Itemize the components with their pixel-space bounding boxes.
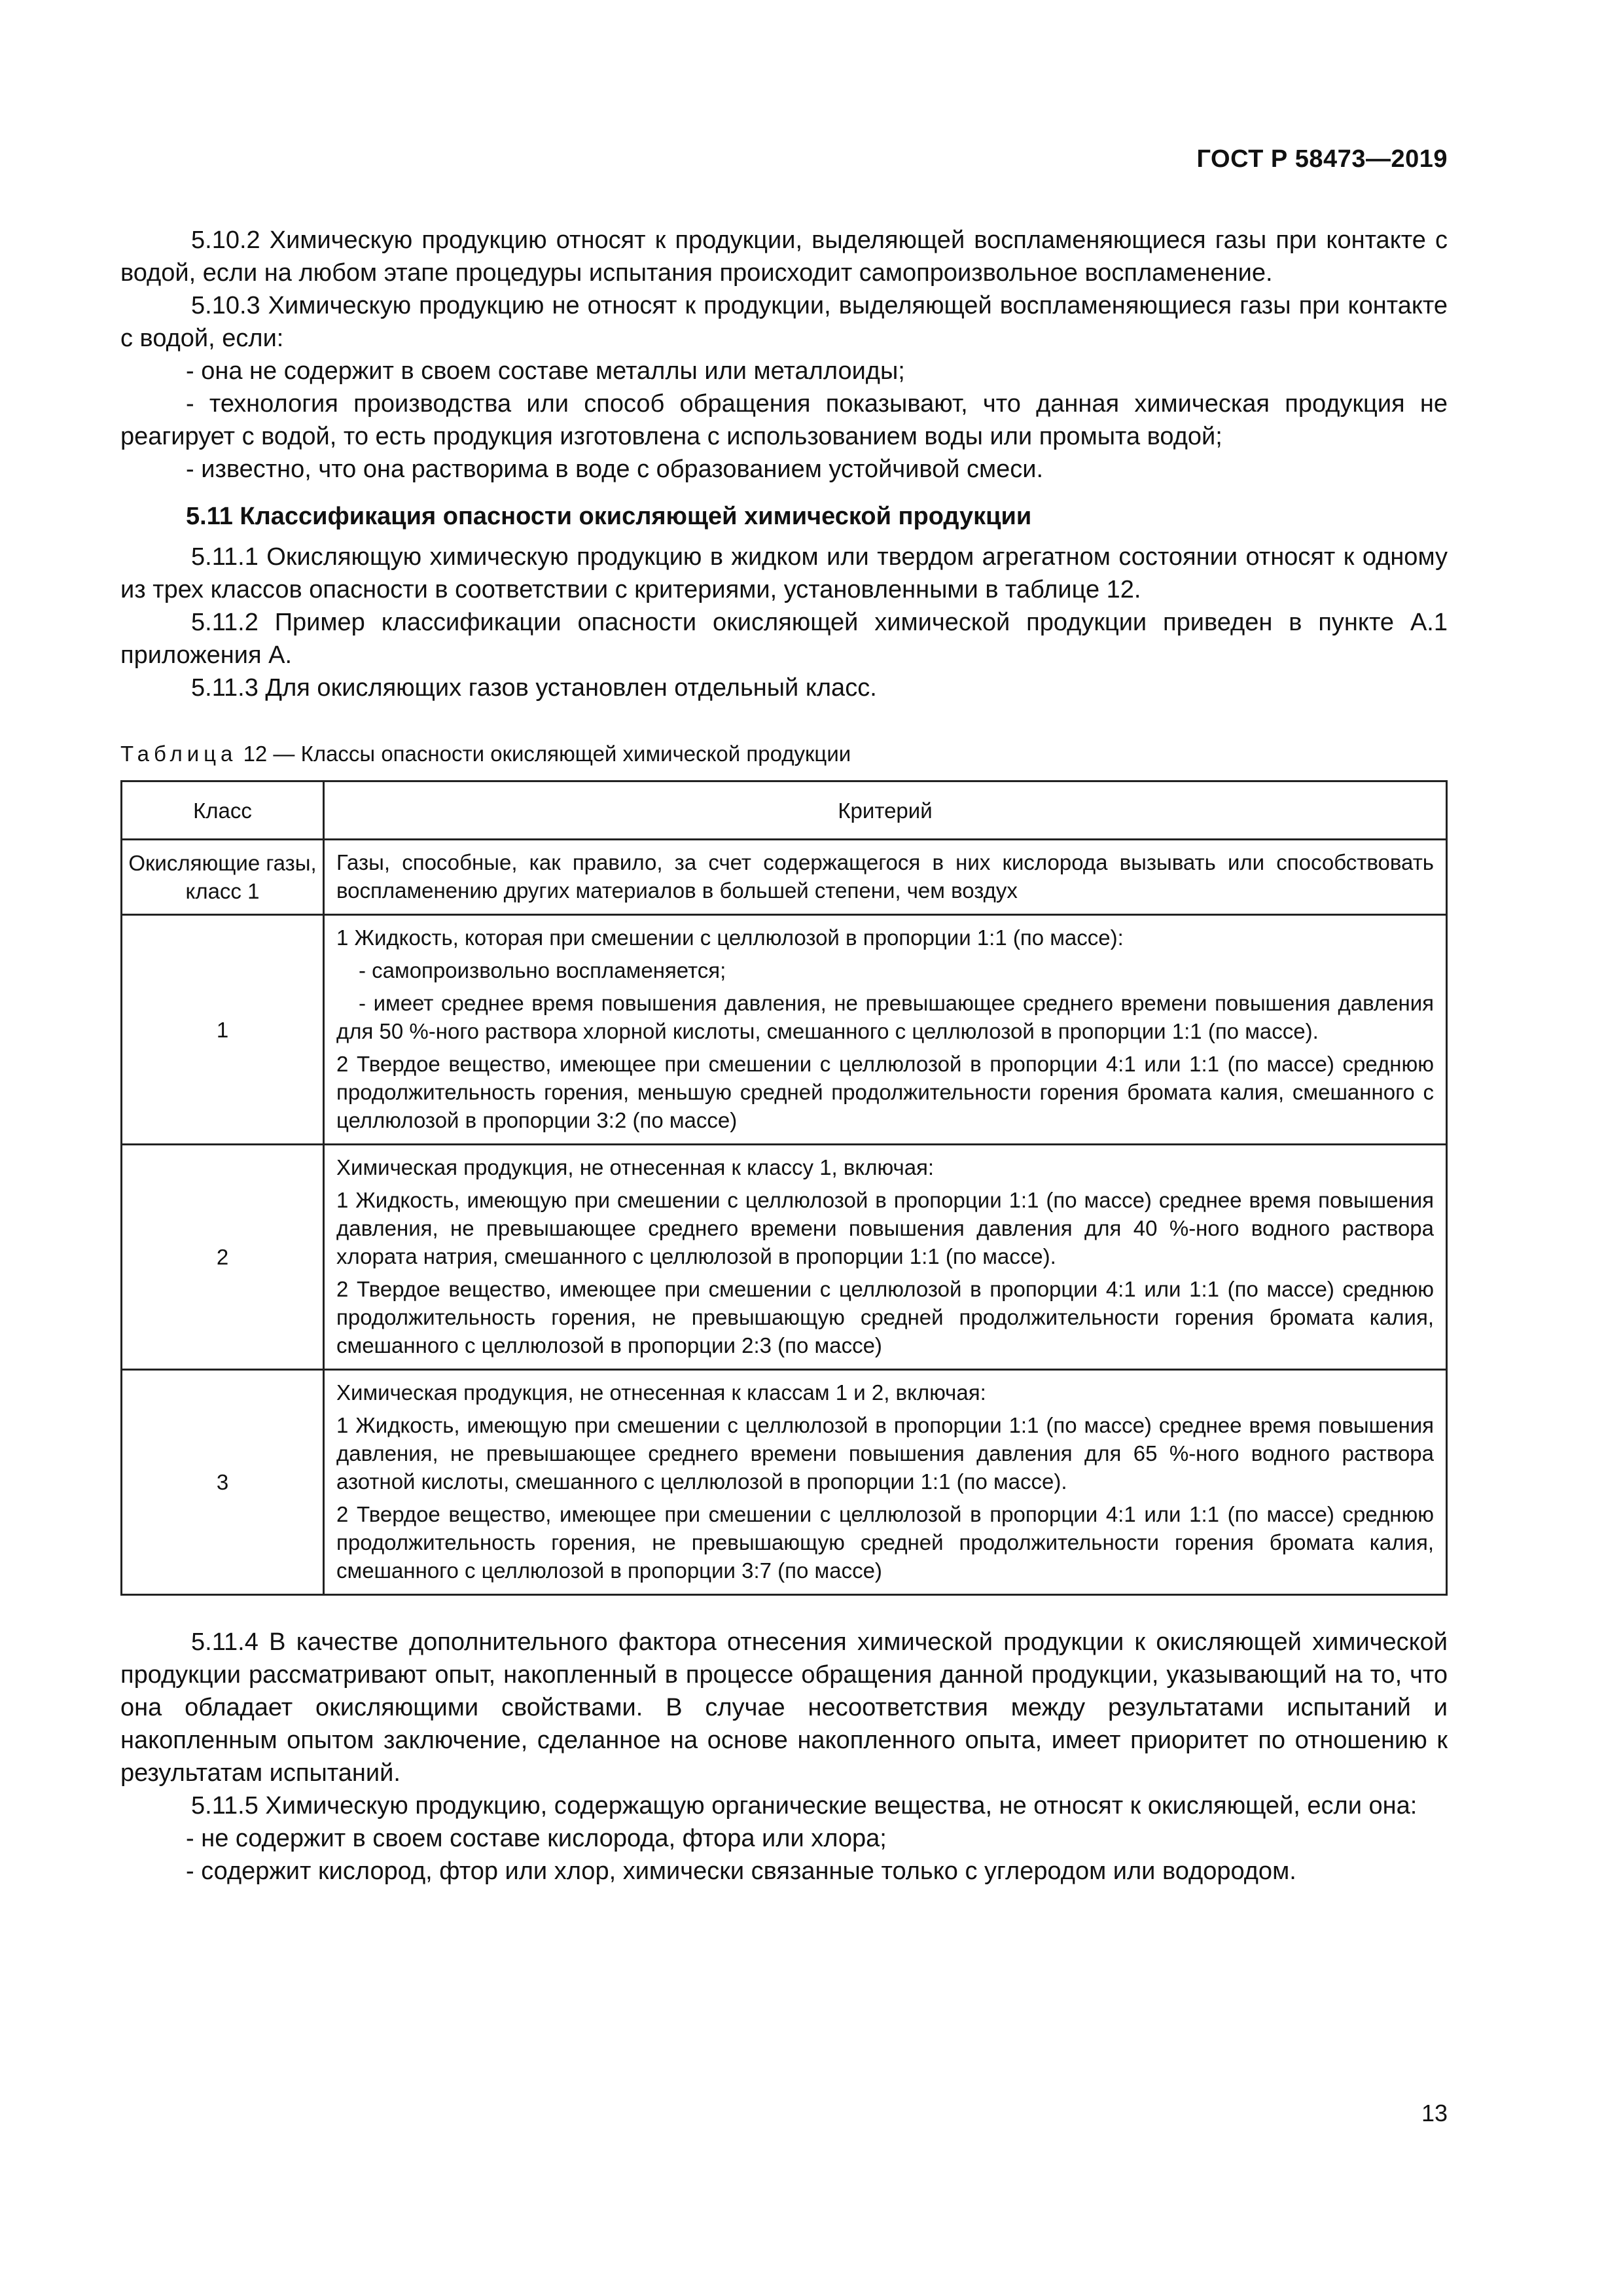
column-header-criterion: Критерий bbox=[324, 781, 1447, 840]
hazard-class-table bbox=[120, 780, 1448, 1596]
list-item: - известно, что она растворима в воде с образованием устойчивой смеси. bbox=[186, 456, 1044, 483]
paragraph-5-10-3: 5.10.3 Химическую продукцию не относят к продукции, выделяющей воспламеняющиеся газы при контакте с водой, если: bbox=[120, 292, 1448, 352]
column-header-class: Класс bbox=[122, 781, 324, 840]
criterion-cell bbox=[324, 1370, 1447, 1595]
criterion-liquid: 1 Жидкость, имеющую при смешении с целлюлозой в пропорции 1:1 (по массе) среднее время повышения давления, не превышающее среднего времени повышения давления для 65 %-ного водного раствора азотной кислоты, смешанного с целлюлозой в пропорции 1:1 (по массе). bbox=[336, 1413, 1434, 1494]
criterion-sub-item: - самопроизвольно воспламеняется; bbox=[359, 958, 726, 982]
document-code: ГОСТ Р 58473—2019 bbox=[1196, 145, 1448, 173]
criterion-cell bbox=[324, 915, 1447, 1145]
table-row bbox=[122, 1145, 1447, 1370]
paragraph-5-11-2: 5.11.2 Пример классификации опасности окисляющей химической продукции приведен в пункте А.1 приложения А. bbox=[120, 609, 1448, 669]
paragraph-5-11-4: 5.11.4 В качестве дополнительного фактора отнесения химической продукции к окисляющей химической продукции рассматривают опыт, накопленный в процессе обращения данной продукции, указывающий на то, что она обладает окисляющими свойствами. В случае несоответствия между результатами испытаний и накопленным опытом заключение, сделанное на основе накопленного опыта, имеет приоритет по отношению к результатам испытаний. bbox=[120, 1628, 1448, 1787]
criterion-intro: Химическая продукция, не отнесенная к классу 1, включая: bbox=[336, 1155, 935, 1179]
class-cell: 2 bbox=[122, 1145, 324, 1370]
list-item: - она не содержит в своем составе металлы или металлоиды; bbox=[186, 357, 905, 385]
criterion-intro: Химическая продукция, не отнесенная к классам 1 и 2, включая: bbox=[336, 1380, 986, 1405]
table-caption-label: Таблица bbox=[120, 742, 238, 766]
criterion-solid: 2 Твердое вещество, имеющее при смешении с целлюлозой в пропорции 4:1 или 1:1 (по массе) среднюю продолжительность горения, меньшую средней продолжительности горения бромата калия, смешанного с целлюлозой в пропорции 3:2 (по массе) bbox=[336, 1052, 1434, 1132]
paragraph-5-11-3: 5.11.3 Для окисляющих газов установлен отдельный класс. bbox=[191, 674, 877, 702]
criterion-sub-item: - имеет среднее время повышения давления, не превышающее среднего времени повышения давления для 50 %-ного раствора хлорной кислоты, смешанного с целлюлозой в пропорции 1:1 (по массе). bbox=[336, 991, 1434, 1043]
criterion-liquid: 1 Жидкость, имеющую при смешении с целлюлозой в пропорции 1:1 (по массе) среднее время повышения давления, не превышающее среднего времени повышения давления для 40 %-ного водного раствора хлората натрия, смешанного с целлюлозой в пропорции 1:1 (по массе). bbox=[336, 1188, 1434, 1268]
table-caption-text: 12 — Классы опасности окисляющей химической продукции bbox=[243, 742, 851, 766]
page-number: 13 bbox=[1421, 2100, 1448, 2126]
class-cell: Окисляющие газы, класс 1 bbox=[122, 840, 324, 915]
class-cell: 3 bbox=[122, 1370, 324, 1595]
criterion-solid: 2 Твердое вещество, имеющее при смешении с целлюлозой в пропорции 4:1 или 1:1 (по массе) среднюю продолжительность горения, не превышающую средней продолжительности горения бромата калия, смешанного с целлюлозой в пропорции 2:3 (по массе) bbox=[336, 1277, 1434, 1357]
criterion-cell: Газы, способные, как правило, за счет содержащегося в них кислорода вызывать или способствовать воспламенению других материалов в большей степени, чем воздух bbox=[324, 840, 1447, 915]
table-row bbox=[122, 840, 1447, 915]
paragraph-5-11-1: 5.11.1 Окисляющую химическую продукцию в жидком или твердом агрегатном состоянии относят к одному из трех классов опасности в соответствии с критериями, установленными в таблице 12. bbox=[120, 543, 1448, 603]
page-content bbox=[120, 224, 1448, 1888]
list-item: - технология производства или способ обращения показывают, что данная химическая продукция не реагирует с водой, то есть продукция изготовлена с использованием воды или промыта водой; bbox=[120, 390, 1448, 450]
criterion-liquid: 1 Жидкость, которая при смешении с целлюлозой в пропорции 1:1 (по массе): bbox=[336, 925, 1124, 950]
table-row bbox=[122, 915, 1447, 1145]
criterion-cell bbox=[324, 1145, 1447, 1370]
table-caption bbox=[120, 740, 1448, 768]
class-cell: 1 bbox=[122, 915, 324, 1145]
after-table-text bbox=[120, 1626, 1448, 1888]
table-row bbox=[122, 1370, 1447, 1595]
table-header-row bbox=[122, 781, 1447, 840]
paragraph-5-10-2: 5.10.2 Химическую продукцию относят к продукции, выделяющей воспламеняющиеся газы при контакте с водой, если на любом этапе процедуры испытания происходит самопроизвольное воспламенение. bbox=[120, 226, 1448, 287]
criterion-solid: 2 Твердое вещество, имеющее при смешении с целлюлозой в пропорции 4:1 или 1:1 (по массе) среднюю продолжительность горения, не превышающую средней продолжительности горения бромата калия, смешанного с целлюлозой в пропорции 3:7 (по массе) bbox=[336, 1502, 1434, 1583]
list-item: - не содержит в своем составе кислорода, фтора или хлора; bbox=[186, 1825, 887, 1852]
list-item: - содержит кислород, фтор или хлор, химически связанные только с углеродом или водородом. bbox=[186, 1857, 1296, 1885]
section-heading-5-11: 5.11 Классификация опасности окисляющей химической продукции bbox=[186, 503, 1032, 530]
paragraph-5-11-5: 5.11.5 Химическую продукцию, содержащую органические вещества, не относят к окисляющей, если она: bbox=[191, 1792, 1418, 1820]
